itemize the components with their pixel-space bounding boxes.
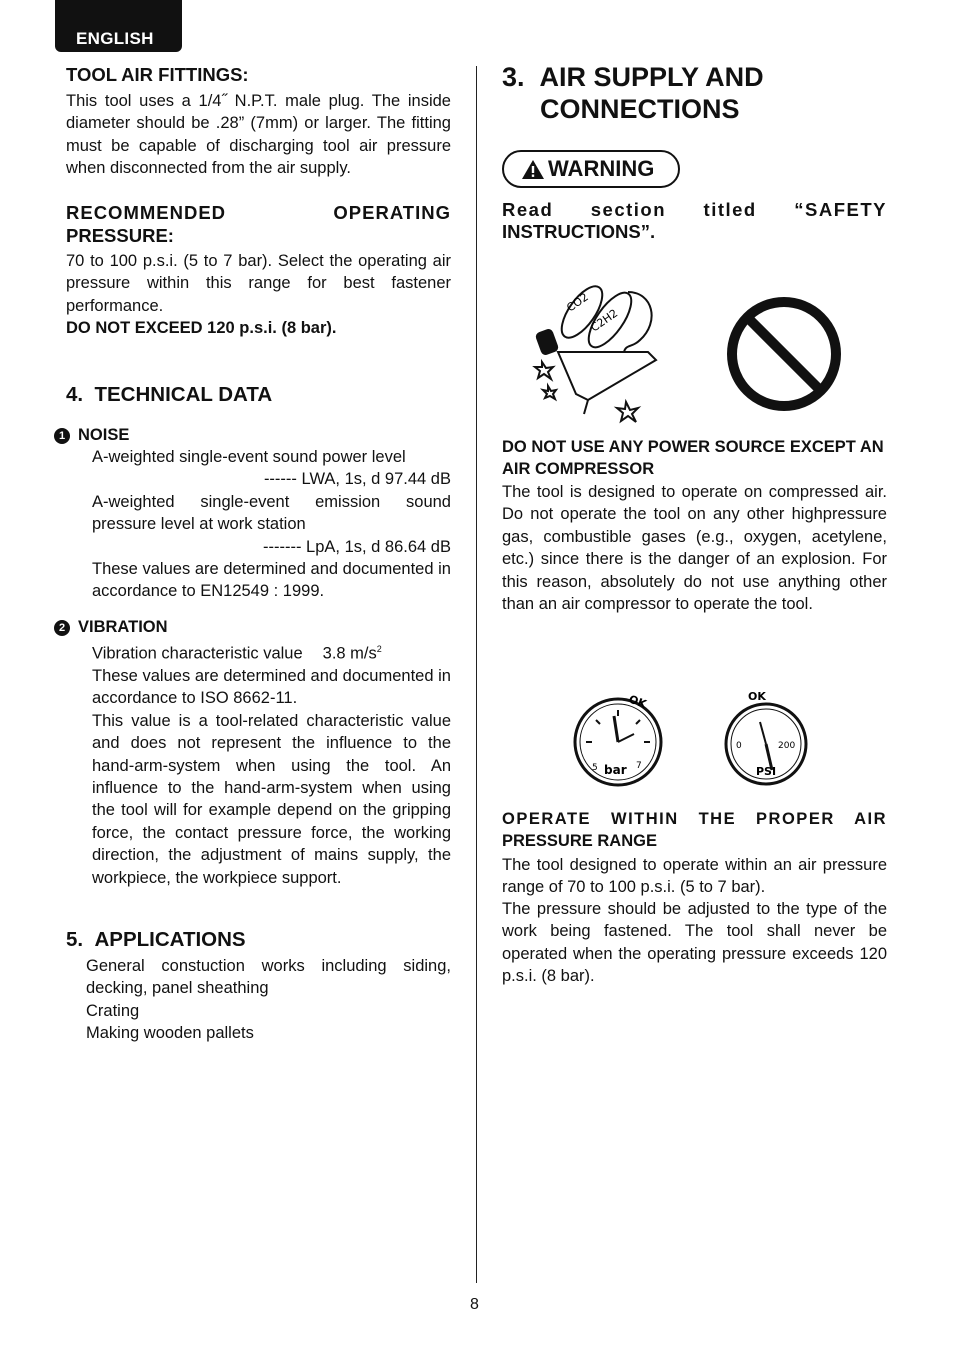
psi-gauge-icon (720, 686, 816, 788)
warning-badge (502, 150, 680, 188)
psi-gauge-max: 200 (778, 741, 796, 751)
section-title-line2: CONNECTIONS (540, 94, 740, 124)
vibration-number-badge: 2 (54, 620, 70, 636)
pressure-range-text1: The tool designed to operate within an air pressure range of 70 to 100 p.s.i. (5 to 7 bar). (502, 856, 887, 897)
column-divider (476, 66, 477, 1283)
language-tab: ENGLISH (55, 0, 182, 52)
pressure-range-text2: The pressure should be adjusted to the type of the work being fastened. The tool shall never be operated when the operating pressure exceeds 120 p.s.i. (8 bar). (502, 900, 887, 986)
air-fittings-heading: TOOL AIR FITTINGS: (66, 64, 249, 85)
bar-gauge-ok: OK (626, 692, 649, 711)
vibration-detail: This value is a tool-related characteristic value and does not represent the influence to the hand-arm-system when using the tool. An influence to the hand-arm-system when using the tool will for example depend on the gripping force, the contact pressure force, the working direction, the adjustment of mains supply, the workpiece, the workpiece support. (92, 711, 451, 887)
operating-pressure-heading-2: PRESSURE: (66, 225, 174, 246)
noise-title: NOISE (78, 426, 130, 444)
pressure-range-heading-2: PRESSURE RANGE (502, 832, 657, 850)
bar-gauge-icon (570, 686, 666, 788)
applications-line1: General constuction works including siding, decking, panel sheathing (86, 957, 451, 998)
gas-label-co2: CO2 (564, 290, 591, 315)
noise-line2-value: ------- LpA, 1s, d 86.64 dB (263, 537, 451, 556)
noise-line1: A-weighted single-event sound power level (92, 448, 406, 466)
vibration-value: 3.8 m/s (322, 644, 377, 663)
vibration-note: These values are determined and documented in accordance to ISO 8662-11. (92, 666, 451, 708)
psi-gauge-ok: OK (748, 690, 766, 703)
read-section-line1: Read section titled “SAFETY (502, 199, 887, 220)
gas-label-c2h2: C2H2 (588, 306, 621, 335)
gas-tool-illustration (528, 282, 668, 424)
vibration-title: VIBRATION (78, 618, 168, 636)
noise-line1-value: ------ LWA, 1s, d 97.44 dB (263, 470, 451, 489)
noise-note: These values are determined and documented in accordance to EN12549 : 1999. (92, 560, 451, 601)
operating-pressure-warning: DO NOT EXCEED 120 p.s.i. (8 bar). (66, 319, 337, 337)
read-section-line2: INSTRUCTIONS”. (502, 221, 656, 242)
bar-gauge-min: 5 (592, 763, 598, 773)
pressure-range-heading: OPERATE WITHIN THE PROPER AIR (502, 810, 887, 828)
warning-label: WARNING (548, 156, 655, 181)
vibration-section (54, 616, 451, 638)
applications-heading: 5. APPLICATIONS (66, 928, 246, 951)
noise-section (54, 424, 451, 446)
warning-triangle-icon (521, 159, 545, 180)
section-title: 3. AIR SUPPLY AND (502, 62, 764, 92)
technical-data-heading: 4. TECHNICAL DATA (66, 383, 273, 406)
operating-pressure-heading: RECOMMENDED OPERATING (66, 202, 451, 223)
noise-line2: A-weighted single-event emission sound pressure level at work station (92, 492, 451, 534)
vibration-line1 (92, 638, 451, 665)
applications-line2: Crating (86, 1001, 140, 1020)
page-number: 8 (470, 1296, 479, 1313)
vibration-unit-exponent: 2 (376, 644, 382, 654)
noise-number-badge: 1 (54, 428, 70, 444)
psi-gauge-unit: PSI (756, 765, 777, 778)
psi-gauge-min: 0 (736, 741, 742, 751)
air-fittings-text: This tool uses a 1/4˝ N.P.T. male plug. The inside diameter should be .28” (7mm) or larger. The fitting must be capable of discharging tool air pressure when disconnected from the air supply. (66, 92, 451, 178)
bar-gauge-unit: bar (604, 763, 627, 777)
vibration-body (92, 638, 451, 889)
operating-pressure-text: 70 to 100 p.s.i. (5 to 7 bar). Select the operating air pressure within this range for best fastener performance. (66, 252, 451, 315)
vibration-label: Vibration characteristic value (92, 644, 303, 663)
prohibition-icon (725, 295, 843, 413)
applications-body (86, 955, 451, 1045)
power-source-text: The tool is designed to operate on compressed air. Do not operate the tool on any other highpressure gas, combustible gases (e.g., oxygen, acetylene, etc.) since there is the danger of an explosion. For this reason, absolutely do not use anything other than an air compressor to operate the tool. (502, 483, 887, 614)
power-source-heading: DO NOT USE ANY POWER SOURCE EXCEPT AN AIR COMPRESSOR (502, 438, 884, 479)
bar-gauge-max: 7 (636, 761, 642, 771)
noise-body (92, 446, 451, 603)
applications-line3: Making wooden pallets (86, 1024, 254, 1043)
